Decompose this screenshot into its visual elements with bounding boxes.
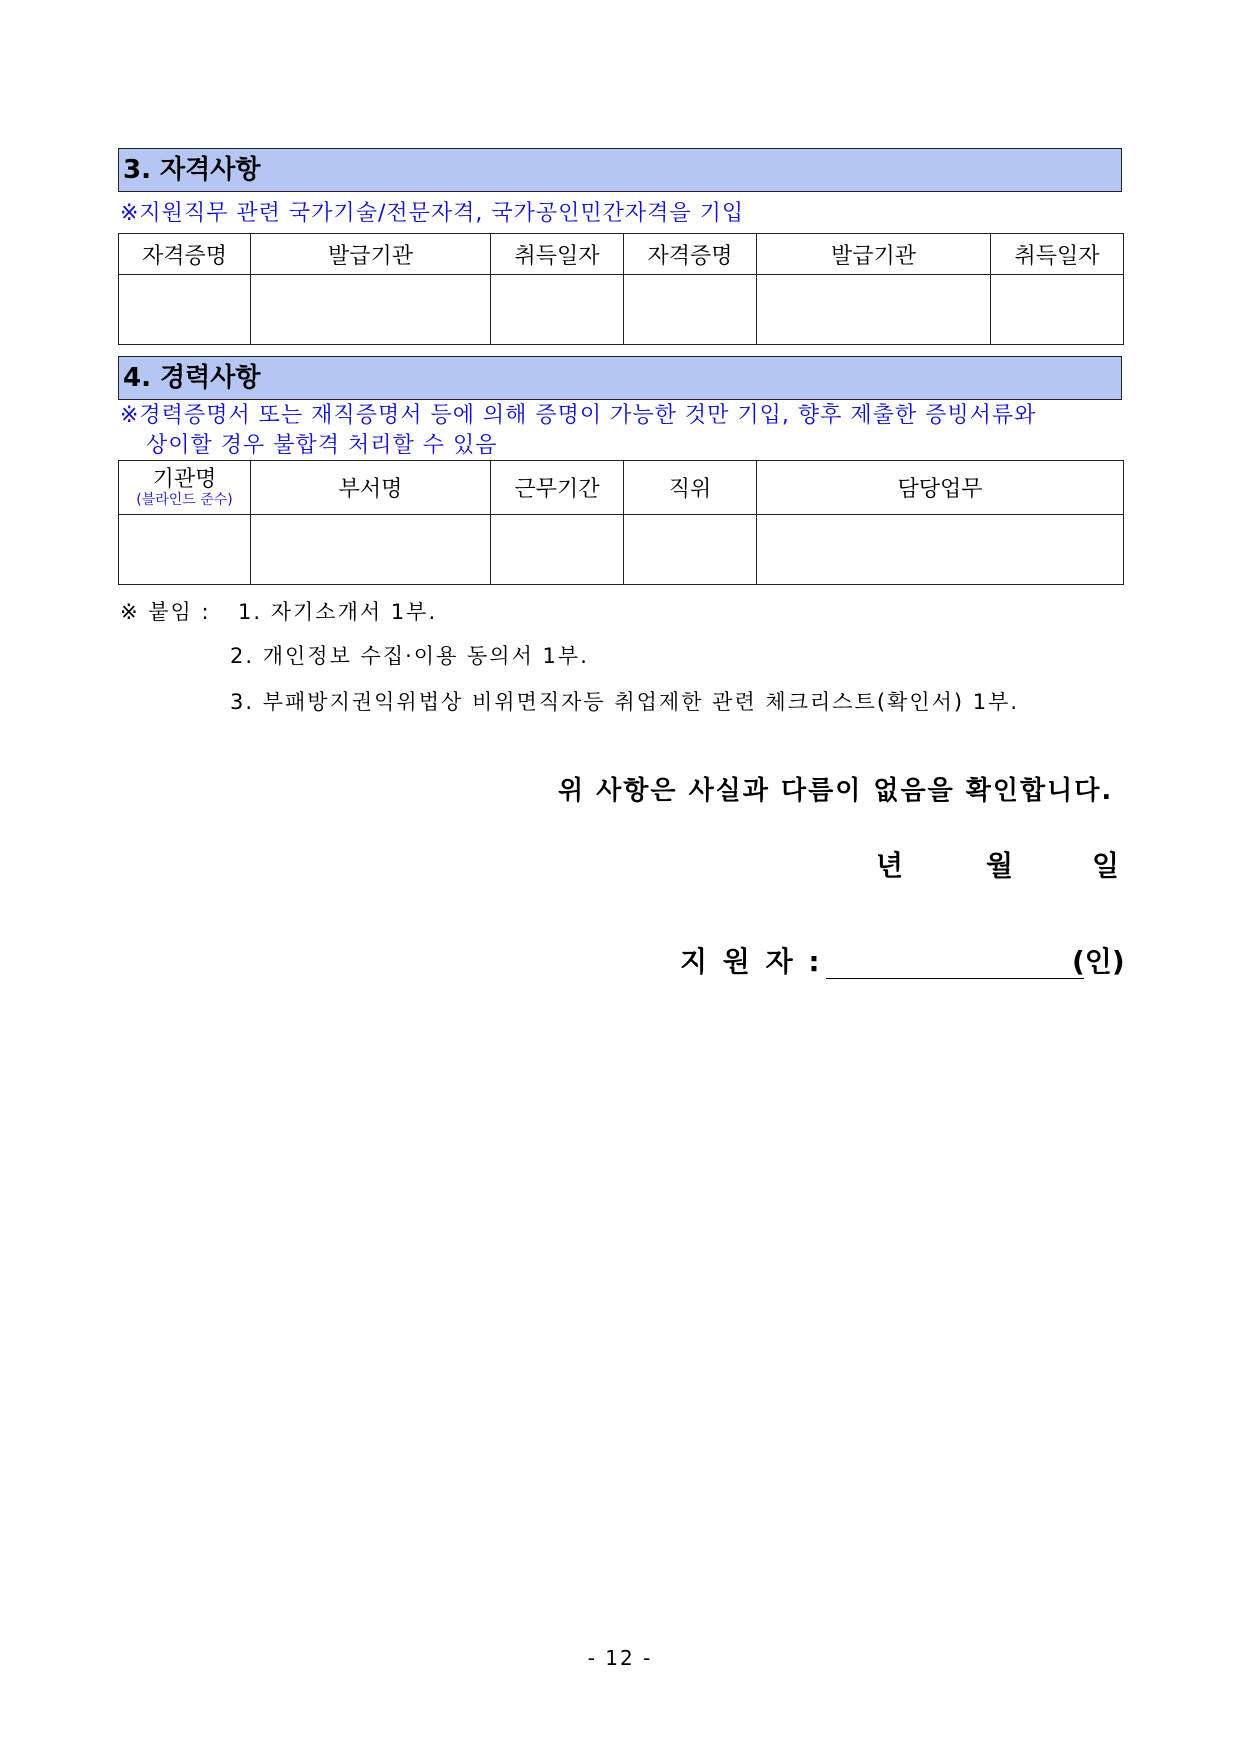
career-table (118, 460, 1124, 585)
header-cert-name-2: 자격증명 (624, 234, 757, 275)
header-org (119, 461, 251, 515)
header-duty: 담당업무 (757, 461, 1124, 515)
qualification-header-row (119, 234, 1124, 275)
date-month: 월 (986, 849, 1014, 882)
date-year: 년 (876, 849, 904, 882)
section-4-note-line1: ※경력증명서 또는 재직증명서 등에 의해 증명이 가능한 것만 기입, 향후 제출한 증빙서류와 (120, 403, 1037, 428)
date-day: 일 (1092, 849, 1120, 882)
acquired-date-cell[interactable] (491, 275, 624, 345)
career-input-row (119, 515, 1124, 585)
attachment-item-2: 2. 개인정보 수집·이용 동의서 1부. (230, 644, 589, 668)
cert-name-cell-2[interactable] (624, 275, 757, 345)
page-number: - 12 - (587, 1646, 653, 1670)
issuer-cell[interactable] (251, 275, 491, 345)
header-cert-name: 자격증명 (119, 234, 251, 275)
header-issuer-2: 발급기관 (757, 234, 991, 275)
period-cell[interactable] (491, 515, 624, 585)
qualification-input-row (119, 275, 1124, 345)
dept-cell[interactable] (251, 515, 491, 585)
signature-line[interactable] (826, 978, 1084, 979)
acquired-date-cell-2[interactable] (991, 275, 1124, 345)
section-4-note-line2: 상이할 경우 불합격 처리할 수 있음 (146, 433, 498, 458)
attachment-item-3: 3. 부패방지권익위법상 비위면직자등 취업제한 관련 체크리스트(확인서) 1부. (230, 690, 1020, 714)
header-issuer: 발급기관 (251, 234, 491, 275)
cert-name-cell[interactable] (119, 275, 251, 345)
signature-seal: (인) (1072, 945, 1125, 978)
header-period: 근무기간 (491, 461, 624, 515)
header-position: 직위 (624, 461, 757, 515)
header-acquired-date: 취득일자 (491, 234, 624, 275)
career-header-row (119, 461, 1124, 515)
signature-label: 지 원 자 : (680, 945, 823, 978)
section-3-title: 3. 자격사항 (118, 148, 1122, 192)
duty-cell[interactable] (757, 515, 1124, 585)
confirmation-statement: 위 사항은 사실과 다름이 없음을 확인합니다. (558, 776, 1114, 806)
issuer-cell-2[interactable] (757, 275, 991, 345)
header-dept: 부서명 (251, 461, 491, 515)
section-3-note: ※지원직무 관련 국가기술/전문자격, 국가공인민간자격을 기입 (120, 201, 745, 226)
attachment-item-1: 1. 자기소개서 1부. (238, 600, 438, 624)
position-cell[interactable] (624, 515, 757, 585)
attachments-prefix: ※ 붙임 : (120, 600, 211, 624)
section-4-title: 4. 경력사항 (118, 356, 1122, 400)
header-org-sub: (블라인드 준수) (136, 491, 233, 508)
header-org-label: 기관명 (152, 466, 217, 492)
header-acquired-date-2: 취득일자 (991, 234, 1124, 275)
org-cell[interactable] (119, 515, 251, 585)
qualification-table (118, 233, 1124, 345)
